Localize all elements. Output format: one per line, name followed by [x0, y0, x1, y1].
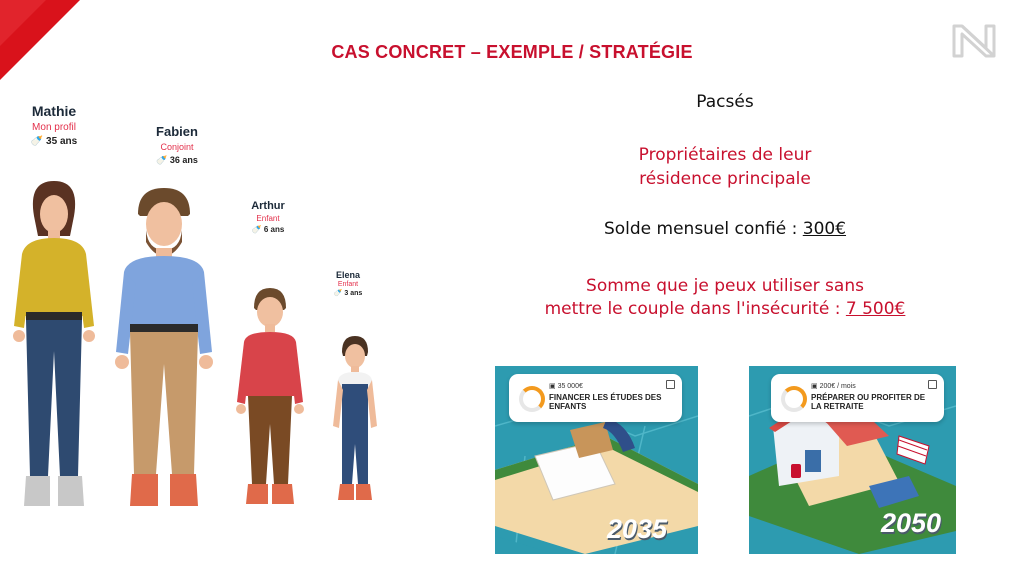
property-line-1: Propriétaires de leur	[638, 145, 812, 165]
property-line-2: résidence principale	[639, 169, 811, 189]
sum-text	[510, 275, 940, 321]
person-name: Elena	[335, 270, 361, 280]
sum-line-2: mettre le couple dans l'insécurité :	[544, 299, 846, 319]
page-title: CAS CONCRET – EXEMPLE / STRATÉGIE	[331, 42, 693, 62]
corner-decoration-inner	[0, 0, 46, 46]
sum-line-1: Somme que je peux utiliser sans	[586, 276, 864, 296]
avatar-arthur	[234, 284, 306, 510]
goal-summary	[771, 374, 944, 422]
wallet-icon: ▣	[549, 383, 558, 390]
person-name: Fabien	[156, 124, 198, 139]
status-text: Pacsés	[696, 92, 754, 112]
bottle-icon: 🍼	[30, 136, 47, 147]
goal-amount	[549, 382, 583, 390]
goal-title: PRÉPARER OU PROFITER DE LA RETRAITE	[811, 393, 926, 411]
goal-amount	[811, 382, 856, 390]
progress-ring-icon	[781, 386, 807, 412]
person-role: Enfant	[256, 214, 280, 223]
person-age: 3 ans	[344, 290, 363, 297]
bottle-icon: 🍼	[333, 290, 345, 297]
person-elena	[334, 270, 363, 297]
goal-summary	[509, 374, 682, 422]
avatar-elena	[330, 334, 380, 508]
bottle-icon: 🍼	[156, 155, 170, 165]
goal-year: 2050	[881, 508, 942, 538]
expand-icon[interactable]	[666, 380, 675, 389]
person-age: 36 ans	[169, 155, 198, 165]
avatar-fabien	[110, 184, 218, 512]
person-fabien	[156, 124, 198, 166]
progress-ring-icon	[519, 386, 545, 412]
balance-value: 300€	[802, 219, 847, 239]
goal-amount-value: 35 000€	[557, 383, 583, 390]
person-age: 6 ans	[263, 225, 285, 234]
person-arthur	[251, 200, 285, 234]
balance-text	[560, 219, 890, 239]
person-role: Conjoint	[160, 142, 194, 152]
wallet-icon: ▣	[811, 383, 820, 390]
bottle-icon: 🍼	[251, 225, 264, 234]
person-age: 35 ans	[46, 136, 78, 147]
person-role: Enfant	[337, 281, 359, 288]
expand-icon[interactable]	[928, 380, 937, 389]
goal-card-retirement[interactable]	[749, 366, 956, 554]
goal-year: 2035	[607, 514, 668, 544]
property-text	[560, 143, 890, 191]
person-name: Arthur	[251, 200, 285, 212]
person-mathie	[31, 103, 77, 147]
avatar-mathie	[12, 176, 96, 512]
person-name: Mathie	[31, 103, 77, 119]
goal-card-education[interactable]	[495, 366, 698, 554]
sum-value: 7 500€	[845, 299, 906, 319]
person-role: Mon profil	[32, 122, 76, 133]
goal-amount-value: 200€ / mois	[819, 383, 856, 390]
goal-title: FINANCER LES ÉTUDES DES ENFANTS	[549, 393, 662, 411]
balance-label: Solde mensuel confié :	[603, 219, 803, 239]
